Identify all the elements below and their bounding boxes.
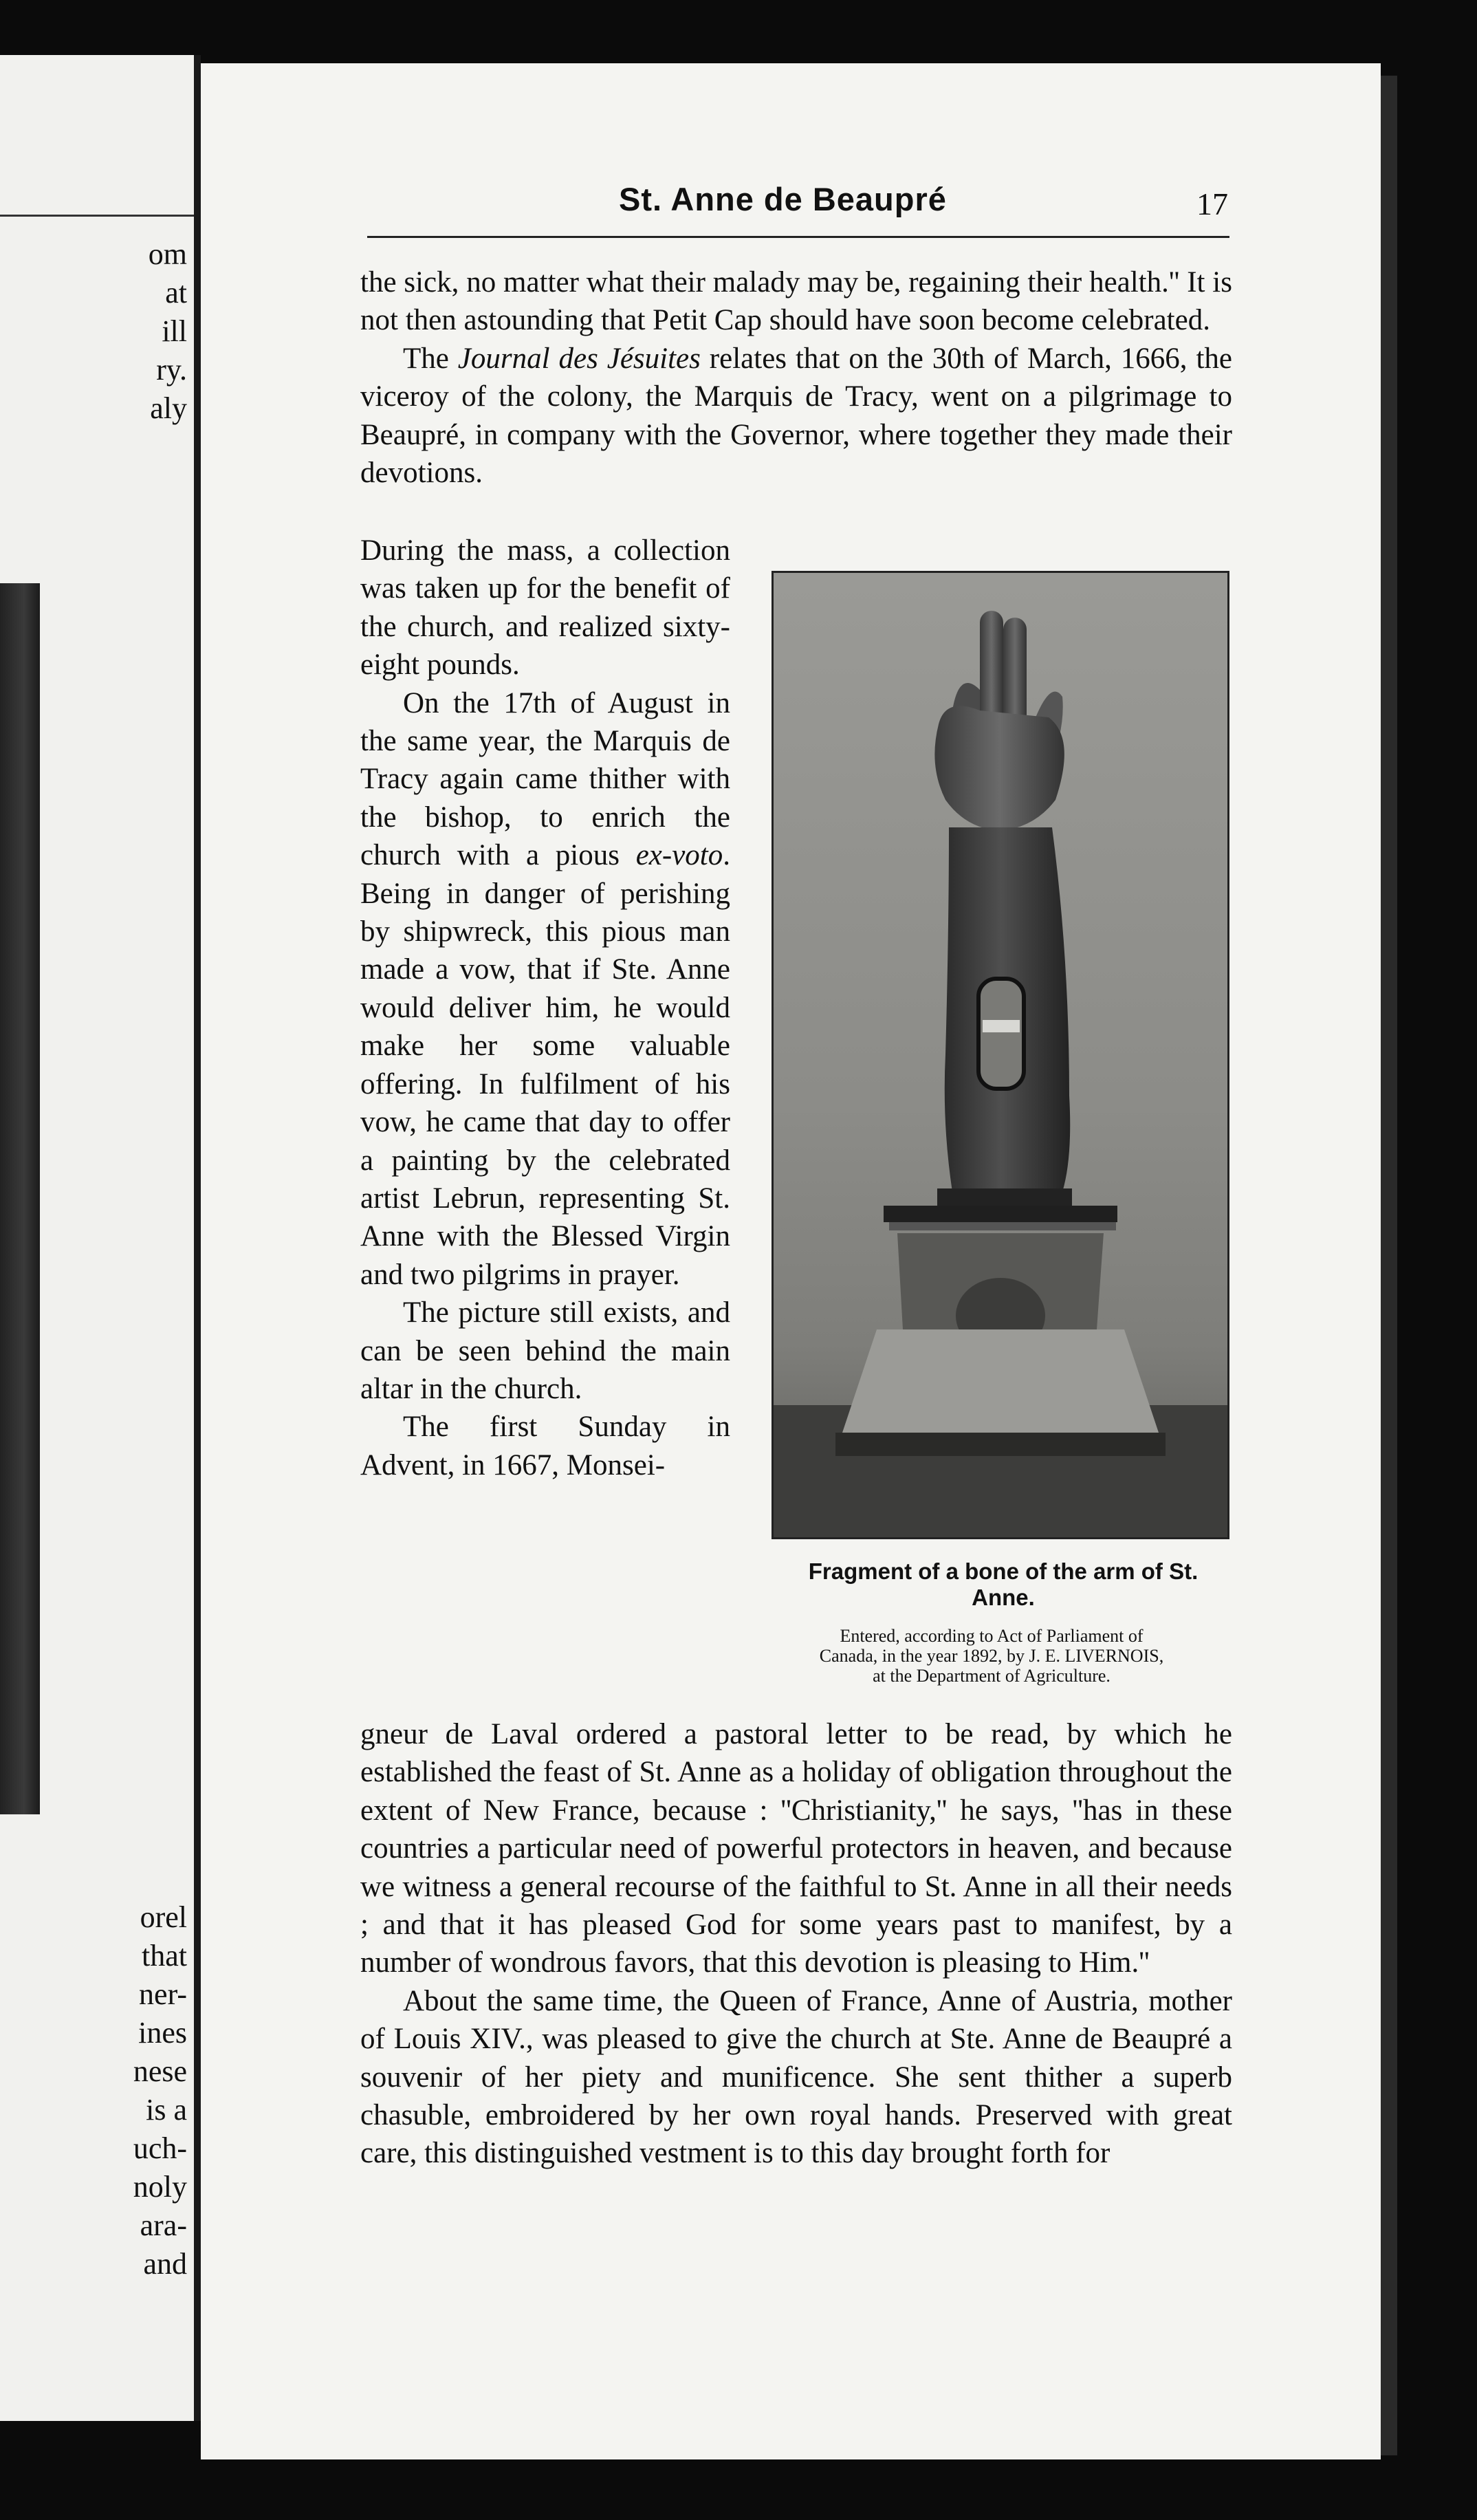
reliquary-photograph bbox=[772, 571, 1229, 1539]
facing-page-word-fragment: ner- bbox=[139, 1977, 187, 2011]
base-molding bbox=[889, 1222, 1116, 1230]
paragraph: On the 17th of August in the same year, the Marquis de Tracy again came thither with the bishop, to enrich the church with a pious ex-voto. Being in danger of perishing by shipwreck, this pious man made a vow, that if Ste. Anne would deliver him, he would make her some valuable offering. In fulfilment of his vow, he came that day to offer a painting by the celebrated artist Lebrun, representing St. Anne with the Blessed Virgin and two pilgrims in prayer. bbox=[360, 686, 730, 1291]
base-top-step bbox=[884, 1206, 1117, 1222]
facing-page-word-fragment: ines bbox=[138, 2016, 187, 2050]
facing-page-word-fragment: orel bbox=[140, 1900, 187, 1934]
reliquary-arm-illustration bbox=[774, 573, 1227, 1537]
running-head: St. Anne de Beaupré bbox=[619, 181, 947, 217]
facing-page-word-fragment: aly bbox=[150, 391, 187, 425]
facing-page-word-fragment: noly bbox=[133, 2170, 187, 2204]
copyright-line: Canada, in the year 1892, by J. E. LIVERNOIS, bbox=[819, 1646, 1164, 1666]
facing-page-word-fragment: that bbox=[142, 1939, 187, 1973]
facing-page-fragment bbox=[0, 55, 194, 2421]
facing-page-word-fragment: ill bbox=[162, 314, 187, 348]
body-text-top bbox=[360, 263, 1232, 492]
figure-caption: Fragment of a bone of the arm of St. Anne. bbox=[808, 1558, 1199, 1610]
facing-page-photo-edge bbox=[0, 583, 40, 1814]
paragraph: gneur de Laval ordered a pastoral letter to be read, by which he established the feast of St. Anne as a holiday of obligation throughout the extent of New France, because : ''Christianity,'' he says, ''has in these countries a particular need of powerful protectors in heaven, and because we witness a general recourse of the faithful to St. Anne in all their needs ; and that it has pleased God for some years past to manifest, by a number of wondrous favors, that this devotion is pleasing to Him.'' bbox=[360, 1718, 1232, 1979]
hand-palm bbox=[934, 706, 1064, 831]
page-edge-shadow bbox=[1381, 76, 1397, 2455]
paragraph: The Journal des Jésuites relates that on the 30th of March, 1666, the viceroy of the colony, the Marquis de Tracy, went on a pilgrimage to Beaupré, in company with the Governor, where together they made their devotions. bbox=[360, 342, 1233, 490]
relic-window bbox=[978, 979, 1024, 1089]
paragraph: The picture still exists, and can be seen behind the main altar in the church. bbox=[360, 1296, 730, 1405]
body-text-bottom bbox=[360, 1715, 1232, 2173]
facing-page-word-fragment: om bbox=[148, 237, 187, 271]
paragraph: During the mass, a collection was taken up for the benefit of the church, and realized sixty-eight pounds. bbox=[360, 534, 730, 682]
base-collar bbox=[937, 1188, 1072, 1208]
page-number: 17 bbox=[1196, 186, 1228, 221]
facing-page-word-fragment: is a bbox=[146, 2093, 187, 2127]
copyright-line: at the Department of Agriculture. bbox=[873, 1666, 1111, 1686]
paragraph: The first Sunday in Advent, in 1667, Monsei- bbox=[360, 1411, 730, 1481]
pedestal-plinth bbox=[835, 1433, 1166, 1456]
page-gutter bbox=[194, 55, 201, 2421]
facing-page-word-fragment: ry. bbox=[156, 353, 187, 387]
body-text-beside-figure bbox=[360, 532, 730, 1484]
header-rule bbox=[367, 236, 1229, 238]
paragraph: the sick, no matter what their malady may be, regaining their health.'' It is not then astounding that Petit Cap should have soon become celebrated. bbox=[360, 266, 1232, 337]
facing-page-word-fragment: nese bbox=[133, 2054, 187, 2088]
relic-label bbox=[983, 1020, 1020, 1032]
facing-page-word-fragment: and bbox=[143, 2247, 187, 2281]
copyright-line: Entered, according to Act of Parliament of bbox=[840, 1626, 1144, 1646]
facing-page-rule bbox=[0, 215, 194, 217]
facing-page-word-fragment: ara- bbox=[140, 2208, 187, 2242]
paragraph: About the same time, the Queen of France, Anne of Austria, mother of Louis XIV., was pleased to give the church at Ste. Anne de Beaupré a souvenir of her piety and munificence. She sent thither a superb chasuble, embroidered by her own royal hands. Preserved with great care, this distinguished vestment is to this day brought forth for bbox=[360, 1984, 1232, 2170]
facing-page-word-fragment: at bbox=[165, 276, 187, 309]
pedestal-lower bbox=[842, 1329, 1159, 1433]
facing-page-word-fragment: uch- bbox=[133, 2131, 187, 2165]
copyright-notice bbox=[751, 1626, 1232, 1686]
